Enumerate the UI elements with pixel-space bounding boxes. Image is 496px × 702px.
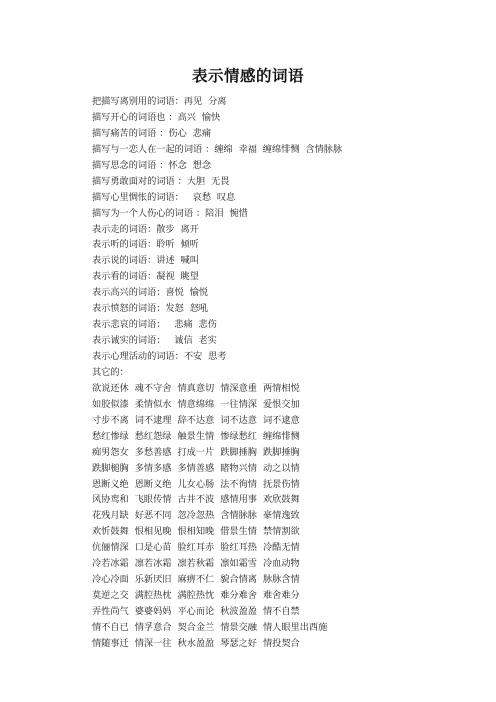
text-line: 其它的： bbox=[92, 366, 129, 378]
text-line: 表示说的词语：讲述 喊叫 bbox=[92, 255, 199, 267]
idiom-word: 词不逮理 bbox=[134, 414, 172, 426]
idiom-word: 柔情似水 bbox=[134, 398, 172, 410]
idiom-word: 风协鸾和 bbox=[92, 494, 129, 506]
document-body bbox=[92, 94, 472, 652]
text-line: 描写痛苦的词语 ：伤心 悲痛 bbox=[92, 127, 212, 139]
idiom-word: 平心而论 bbox=[177, 606, 215, 617]
idiom-grid bbox=[92, 381, 472, 652]
text-line: 表示走的词语：散步 离开 bbox=[92, 223, 199, 235]
text-line: 描写思念的词语 ：怀念 想念 bbox=[92, 159, 212, 171]
idiom-row bbox=[92, 636, 472, 652]
idiom-word: 动之以情 bbox=[263, 462, 300, 474]
idiom-word: 寸步不离 bbox=[92, 414, 129, 426]
idiom-row bbox=[92, 381, 472, 397]
idiom-word: 感情用事 bbox=[220, 494, 257, 506]
idiom-word: 满腔热枕 bbox=[134, 590, 172, 602]
word-definition-lines bbox=[92, 94, 472, 381]
idiom-word: 如胶似漆 bbox=[92, 398, 129, 410]
idiom-word: 貌合情离 bbox=[220, 574, 257, 586]
idiom-word: 豪情逸致 bbox=[263, 510, 300, 522]
idiom-word: 含情脉脉 bbox=[220, 510, 257, 522]
idiom-word: 惨绿愁红 bbox=[220, 430, 257, 442]
idiom-word: 跌脚捶胸 bbox=[263, 446, 300, 458]
idiom-word: 情不自禁 bbox=[263, 606, 300, 617]
idiom-word: 欢忻鼓舞 bbox=[92, 526, 129, 538]
idiom-row bbox=[92, 461, 472, 477]
idiom-row bbox=[92, 572, 472, 588]
idiom-word: 恨相知晚 bbox=[177, 526, 215, 538]
idiom-row bbox=[92, 524, 472, 540]
idiom-word: 儿女心肠 bbox=[177, 478, 215, 490]
idiom-row bbox=[92, 413, 472, 429]
idiom-word: 打成一片 bbox=[177, 446, 215, 458]
idiom-word: 恩断义绝 bbox=[134, 478, 172, 490]
idiom-word: 脸红耳热 bbox=[220, 542, 257, 554]
idiom-word: 抚景伤情 bbox=[263, 478, 300, 490]
text-line: 描写为一个人伤心的词语 ：陪泪 惋惜 bbox=[92, 207, 248, 219]
idiom-word: 冷心冷面 bbox=[92, 574, 129, 586]
idiom-word: 多情多感 bbox=[134, 462, 172, 474]
text-line: 表示心理活动的词语：不安 思考 bbox=[92, 351, 227, 362]
idiom-word: 秋波盈盈 bbox=[220, 606, 257, 617]
idiom-word: 借景生情 bbox=[220, 526, 257, 538]
idiom-word: 禁情割欲 bbox=[263, 526, 300, 538]
idiom-word: 恨相见晚 bbox=[134, 526, 172, 538]
idiom-word: 欢欣鼓舞 bbox=[263, 494, 300, 506]
idiom-row bbox=[92, 540, 472, 556]
text-line: 表示听的词语：聆听 倾听 bbox=[92, 239, 199, 251]
idiom-row bbox=[92, 445, 472, 461]
idiom-word: 口是心苗 bbox=[134, 542, 172, 554]
text-line: 表示悲哀的词语： 悲痛 悲伤 bbox=[92, 319, 217, 331]
idiom-word: 爱恨交加 bbox=[263, 398, 300, 410]
text-line: 表示诚实的词语： 诚信 老实 bbox=[92, 335, 217, 347]
idiom-word: 琴瑟之好 bbox=[220, 637, 257, 649]
idiom-word: 冷酷无情 bbox=[263, 542, 300, 554]
idiom-word: 脸红耳赤 bbox=[177, 542, 215, 554]
idiom-word: 法不徇情 bbox=[220, 478, 257, 490]
text-line: 表示高兴的词语：喜悦 愉悦 bbox=[92, 287, 209, 299]
idiom-word: 情景交融 bbox=[220, 621, 257, 633]
idiom-word: 睹物兴情 bbox=[220, 462, 257, 474]
idiom-row bbox=[92, 508, 472, 524]
idiom-row bbox=[92, 429, 472, 445]
idiom-word: 情不自已 bbox=[92, 621, 129, 633]
idiom-word: 麻痹不仁 bbox=[177, 574, 215, 586]
text-line: 描写心里惆怅的词语： 哀愁 叹息 bbox=[92, 191, 236, 203]
idiom-word: 词不达意 bbox=[220, 414, 257, 426]
idiom-row bbox=[92, 620, 472, 636]
idiom-word: 情随事迁 bbox=[92, 637, 129, 649]
idiom-word: 难分难舍 bbox=[220, 590, 257, 602]
idiom-word: 乐新厌旧 bbox=[134, 574, 172, 586]
idiom-word: 花残月缺 bbox=[92, 510, 129, 522]
text-line: 描写开心的词语也 ：高兴 愉快 bbox=[92, 111, 221, 123]
idiom-word: 欲说还休 bbox=[92, 382, 129, 394]
idiom-word: 跌脚捶胸 bbox=[220, 446, 257, 458]
idiom-word: 缠绵悱恻 bbox=[263, 430, 300, 442]
idiom-row bbox=[92, 556, 472, 572]
idiom-word: 情投契合 bbox=[263, 637, 300, 649]
text-line: 表示看的词语：凝视 眺望 bbox=[92, 271, 199, 283]
idiom-word: 难舍难分 bbox=[263, 590, 300, 602]
idiom-word: 凛如霜雪 bbox=[220, 558, 257, 570]
idiom-word: 飞眼传情 bbox=[134, 494, 172, 506]
idiom-word: 情意绵绵 bbox=[177, 398, 215, 410]
idiom-word: 情人眼里出西施 bbox=[263, 621, 328, 633]
idiom-word: 魂不守舍 bbox=[134, 382, 172, 394]
idiom-word: 触景生情 bbox=[177, 430, 215, 442]
idiom-word: 情深一往 bbox=[134, 637, 172, 649]
idiom-row bbox=[92, 477, 472, 493]
text-line: 把描写离别用的词语：再见 分离 bbox=[92, 96, 227, 107]
idiom-row bbox=[92, 492, 472, 508]
text-line: 表示愤怒的词语：发怒 怒吼 bbox=[92, 303, 209, 315]
idiom-word: 凛若冰霜 bbox=[134, 558, 172, 570]
idiom-word: 忽冷忽热 bbox=[177, 510, 215, 522]
idiom-word: 莫逆之交 bbox=[92, 590, 129, 602]
idiom-word: 多情善感 bbox=[177, 462, 215, 474]
idiom-word: 契合金兰 bbox=[177, 621, 215, 633]
idiom-word: 脉脉含情 bbox=[263, 574, 300, 586]
idiom-word: 词不逮意 bbox=[263, 414, 300, 426]
idiom-word: 痴男怨女 bbox=[92, 446, 129, 458]
idiom-word: 情孚意合 bbox=[134, 621, 172, 633]
idiom-word: 愁红惨绿 bbox=[92, 430, 129, 442]
idiom-row bbox=[92, 397, 472, 413]
idiom-word: 婆婆妈妈 bbox=[134, 606, 172, 617]
idiom-word: 情深意重 bbox=[220, 382, 257, 394]
idiom-word: 伉俪情深 bbox=[92, 542, 129, 554]
idiom-word: 弄性尚气 bbox=[92, 606, 129, 617]
document-title: 表示情感的词语 bbox=[191, 67, 304, 85]
idiom-row bbox=[92, 588, 472, 604]
idiom-word: 一往情深 bbox=[220, 398, 257, 410]
idiom-word: 两情相悦 bbox=[263, 382, 300, 394]
idiom-word: 愁红怨绿 bbox=[134, 430, 172, 442]
text-line: 描写勇敢面对的词语 ：大胆 无畏 bbox=[92, 175, 230, 187]
idiom-word: 恩断义绝 bbox=[92, 478, 129, 490]
idiom-word: 情真意切 bbox=[177, 382, 215, 394]
idiom-row bbox=[92, 604, 472, 620]
idiom-word: 凛若秋霜 bbox=[177, 558, 215, 570]
text-line: 描写与一恋人在一起的词语 ：缠绵 幸福 缠绵悱恻 含情脉脉 bbox=[92, 143, 343, 155]
idiom-word: 冷若冰霜 bbox=[92, 558, 129, 570]
idiom-word: 秋水盈盈 bbox=[177, 637, 215, 649]
idiom-word: 冷血动物 bbox=[263, 558, 300, 570]
idiom-word: 辞不达意 bbox=[177, 414, 215, 426]
idiom-word: 满腔热忱 bbox=[177, 590, 215, 602]
idiom-word: 跌脚槌胸 bbox=[92, 462, 129, 474]
idiom-word: 多愁善感 bbox=[134, 446, 172, 458]
idiom-word: 好恶不同 bbox=[134, 510, 172, 522]
idiom-word: 古井不波 bbox=[177, 494, 215, 506]
